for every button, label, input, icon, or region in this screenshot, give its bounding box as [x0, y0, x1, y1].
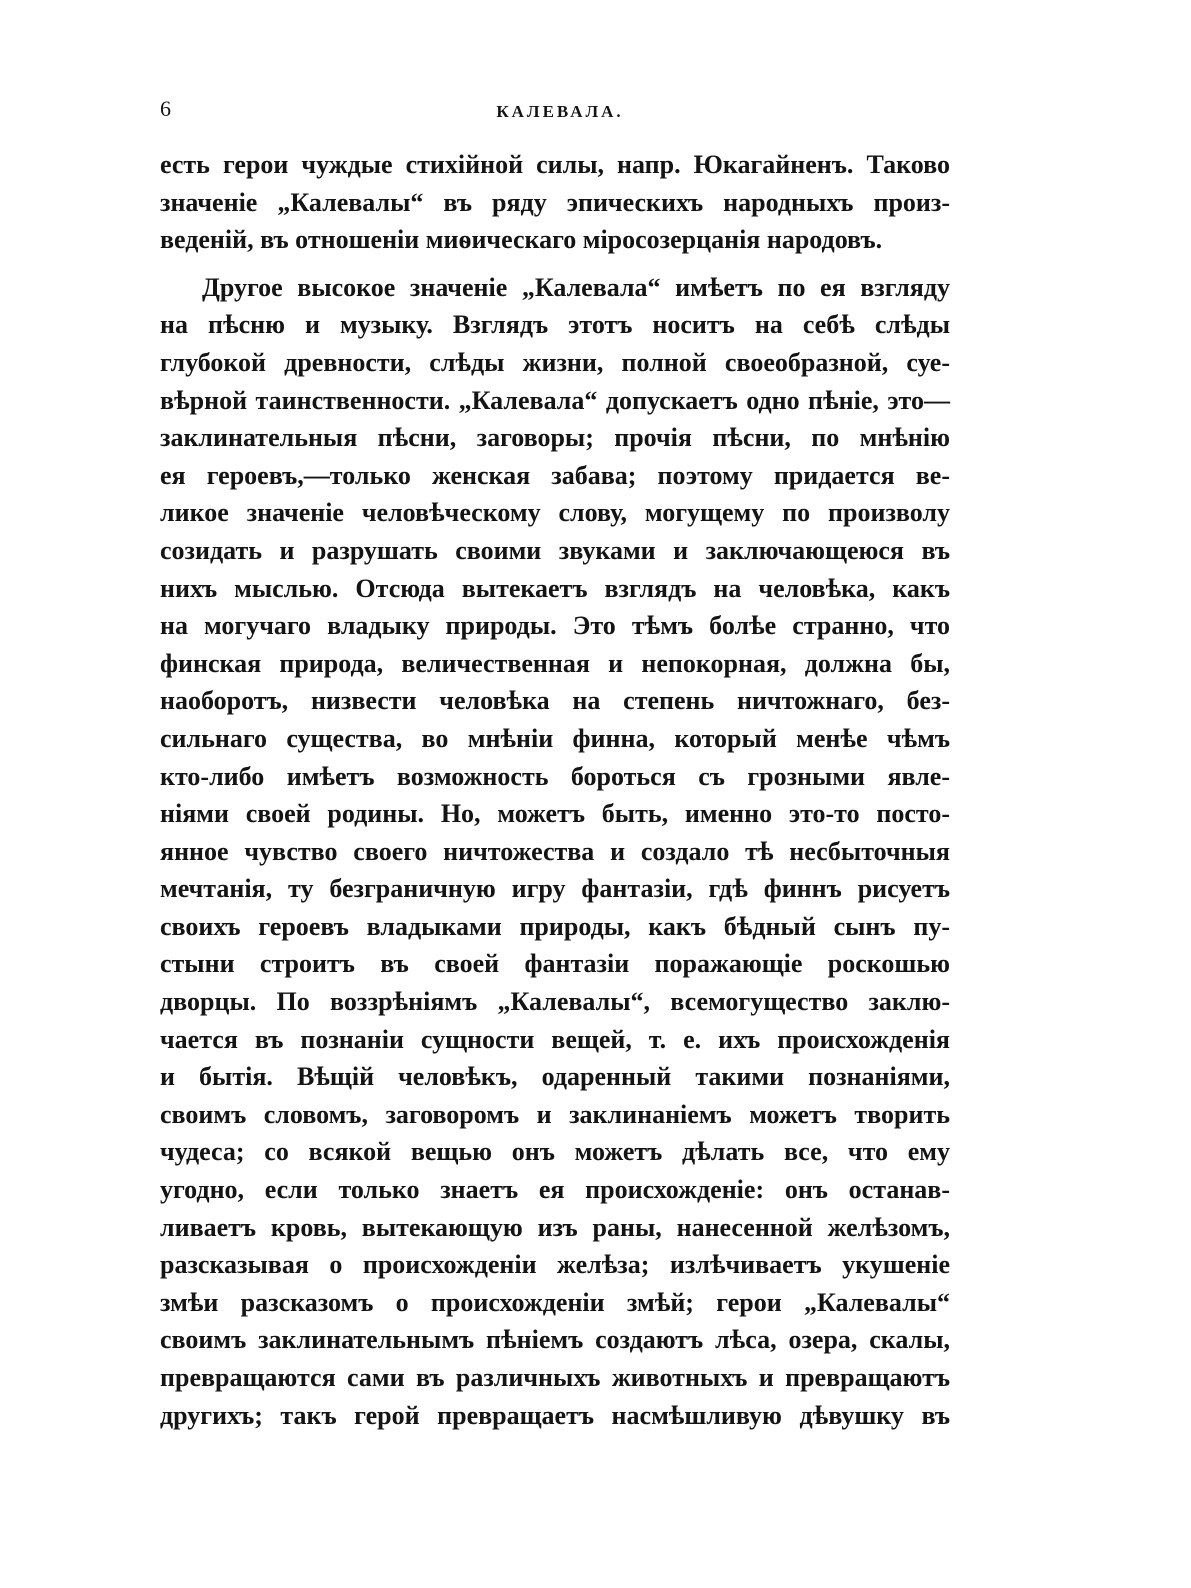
text-line: ея героевъ,—только женская забава; поэтому придается ве-	[160, 460, 950, 490]
text-line: чудеса; со всякой вещью онъ можетъ дѣлать все, что ему	[160, 1137, 950, 1167]
text-line: дворцы. По воззрѣніямъ „Калевалы“, всемогущество заклю-	[160, 987, 950, 1017]
text-line: стыни строитъ въ своей фантазіи поражающіе роскошью	[160, 949, 950, 979]
text-line: разсказывая о происхожденіи желѣза; излѣчиваетъ укушеніе	[160, 1250, 950, 1280]
running-title: КАЛЕВАЛА.	[496, 102, 624, 121]
text-line: Другое высокое значеніе „Калевала“ имѣетъ по ея взгляду	[202, 272, 950, 302]
text-line: значеніе „Калевалы“ въ ряду эпическихъ народныхъ произ-	[160, 187, 950, 217]
text-line: чается въ познаніи сущности вещей, т. е. ихъ происхожденія	[160, 1024, 950, 1054]
text-line: своихъ героевъ владыками природы, какъ бѣдный сынъ пу-	[160, 911, 950, 941]
text-line: ливаетъ кровь, вытекающую изъ раны, нанесенной желѣзомъ,	[160, 1212, 950, 1242]
text-line: кто-либо имѣетъ возможность бороться съ грозными явле-	[160, 761, 950, 791]
text-line: сильнаго существа, во мнѣніи финна, который менѣе чѣмъ	[160, 723, 950, 753]
text-line: заклинательныя пѣсни, заговоры; прочія пѣсни, по мнѣнію	[160, 423, 950, 453]
text-line: другихъ; такъ герой превращаетъ насмѣшливую дѣвушку въ	[160, 1400, 950, 1430]
text-line: своимъ словомъ, заговоромъ и заклинаніемъ можетъ творить	[160, 1099, 950, 1129]
page-header	[160, 96, 960, 126]
paragraph	[160, 146, 950, 259]
page-number: 6	[160, 96, 171, 121]
paragraph	[160, 269, 950, 1434]
text-line: превращаются сами въ различныхъ животныхъ и превращаютъ	[160, 1363, 950, 1392]
text-line: и бытія. Вѣщій человѣкъ, одаренный такими познаніями,	[160, 1062, 950, 1092]
text-line: нихъ мыслью. Отсюда вытекаетъ взглядъ на человѣка, какъ	[160, 573, 950, 603]
text-line: янное чувство своего ничтожества и создало тѣ несбыточныя	[160, 836, 950, 866]
text-line: финская природа, величественная и непокорная, должна бы,	[160, 648, 950, 678]
text-line: змѣи разсказомъ о происхожденіи змѣй; герои „Калевалы“	[160, 1287, 950, 1317]
text-line: веденій, въ отношеніи миѳическаго міросозерцанія народовъ.	[160, 225, 883, 255]
text-line: своимъ заклинательнымъ пѣніемъ создаютъ лѣса, озера, скалы,	[160, 1325, 950, 1355]
text-line: есть герои чуждые стихійной силы, напр. Юкагайненъ. Таково	[160, 150, 950, 179]
text-line: глубокой древности, слѣды жизни, полной своеобразной, суе-	[160, 347, 950, 377]
page-body	[160, 146, 950, 1434]
text-line: созидать и разрушать своими звуками и заключающеюся въ	[160, 535, 950, 565]
text-line: мечтанія, ту безграничную игру фантазіи, гдѣ финнъ рисуетъ	[160, 874, 950, 904]
text-line: на могучаго владыку природы. Это тѣмъ болѣе странно, что	[160, 611, 950, 641]
text-line: на пѣсню и музыку. Взглядъ этотъ носитъ на себѣ слѣды	[160, 310, 950, 340]
text-line: вѣрной таинственности. „Калевала“ допускаетъ одно пѣніе, это—	[160, 385, 950, 415]
text-line: ніями своей родины. Но, можетъ быть, именно это-то посто-	[160, 799, 950, 829]
text-line: наоборотъ, низвести человѣка на степень ничтожнаго, без-	[160, 686, 950, 716]
text-line: ликое значеніе человѣческому слову, могущему по произволу	[160, 498, 950, 528]
text-line: угодно, если только знаетъ ея происхожденіе: онъ останав-	[160, 1175, 950, 1205]
